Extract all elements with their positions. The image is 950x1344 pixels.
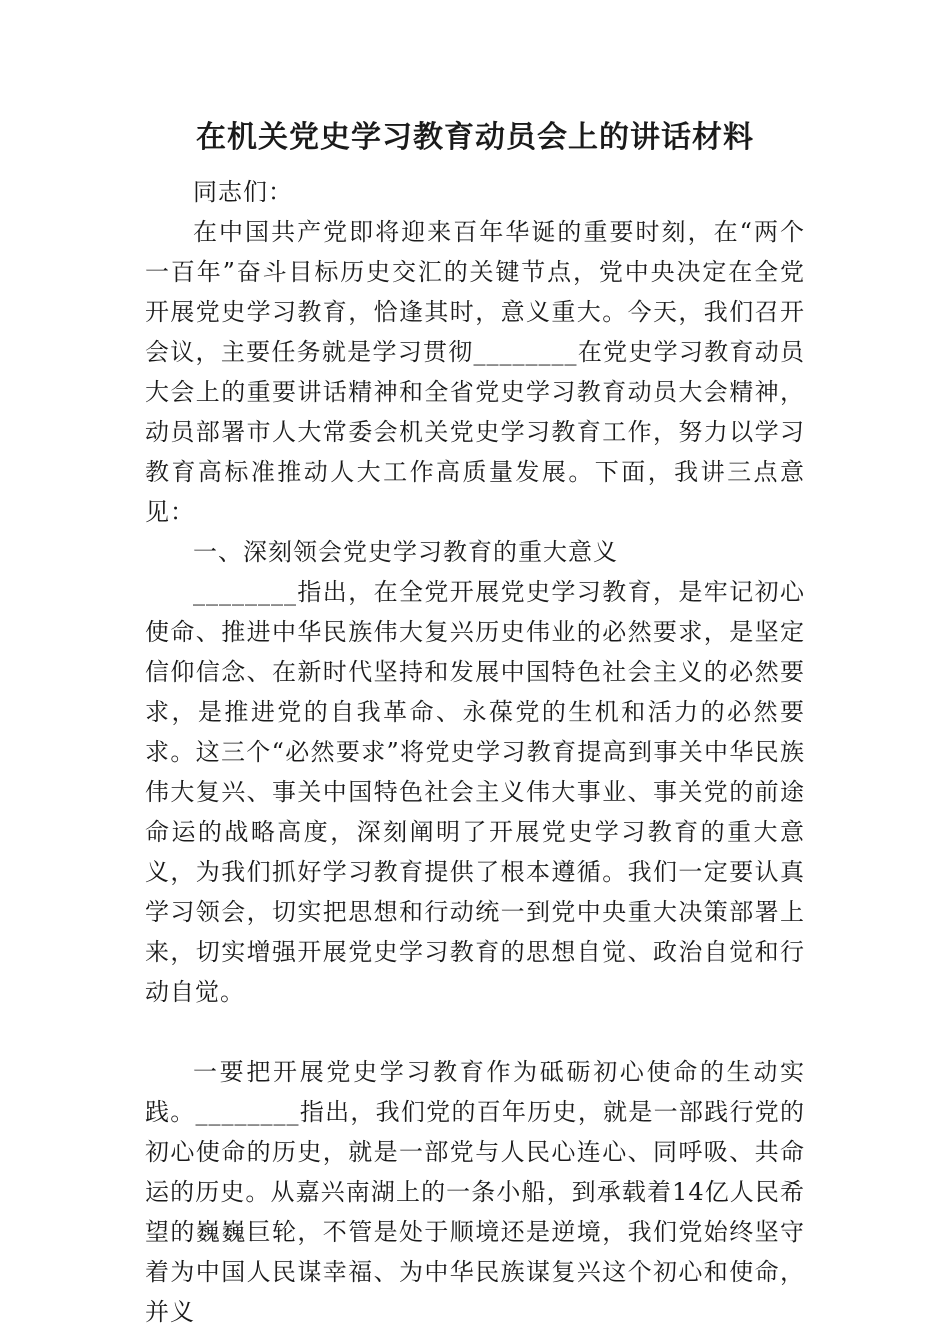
paragraph-spacer [145, 1012, 805, 1052]
paragraph-first-point: 一要把开展党史学习教育作为砥砺初心使命的生动实践。________指出，我们党的百年历史，就是一部践行党的初心使命的历史，就是一部党与人民心连心、同呼吸、共命运的历史。从嘉兴南湖上的一条小船，到承载着14亿人民希望的巍巍巨轮，不管是处于顺境还是逆境，我们党始终坚守着为中国人民谋幸福、为中华民族谋复兴这个初心和使命，并义 [145, 1058, 805, 1326]
document-page [145, 118, 805, 1332]
salutation: 同志们： [193, 178, 293, 206]
section-heading-1: 一、深刻领会党史学习教育的重大意义 [193, 538, 618, 566]
paragraph-intro: 在中国共产党即将迎来百年华诞的重要时刻，在“两个一百年”奋斗目标历史交汇的关键节点，党中央决定在全党开展党史学习教育，恰逢其时，意义重大。今天，我们召开会议，主要任务就是学习贯彻________在党史学习教育动员大会上的重要讲话精神和全省党史学习教育动员大会精神，动员部署市人大常委会机关党史学习教育工作，努力以学习教育高标准推动人大工作高质量发展。下面，我讲三点意见： [145, 218, 805, 526]
paragraph-significance: ________指出，在全党开展党史学习教育，是牢记初心使命、推进中华民族伟大复兴历史伟业的必然要求，是坚定信仰信念、在新时代坚持和发展中国特色社会主义的必然要求，是推进党的自我革命、永葆党的生机和活力的必然要求。这三个“必然要求”将党史学习教育提高到事关中华民族伟大复兴、事关中国特色社会主义伟大事业、事关党的前途命运的战略高度，深刻阐明了开展党史学习教育的重大意义，为我们抓好学习教育提供了根本遵循。我们一定要认真学习领会，切实把思想和行动统一到党中央重大决策部署上来，切实增强开展党史学习教育的思想自觉、政治自觉和行动自觉。 [145, 578, 805, 1006]
document-title: 在机关党史学习教育动员会上的讲话材料 [196, 120, 754, 155]
